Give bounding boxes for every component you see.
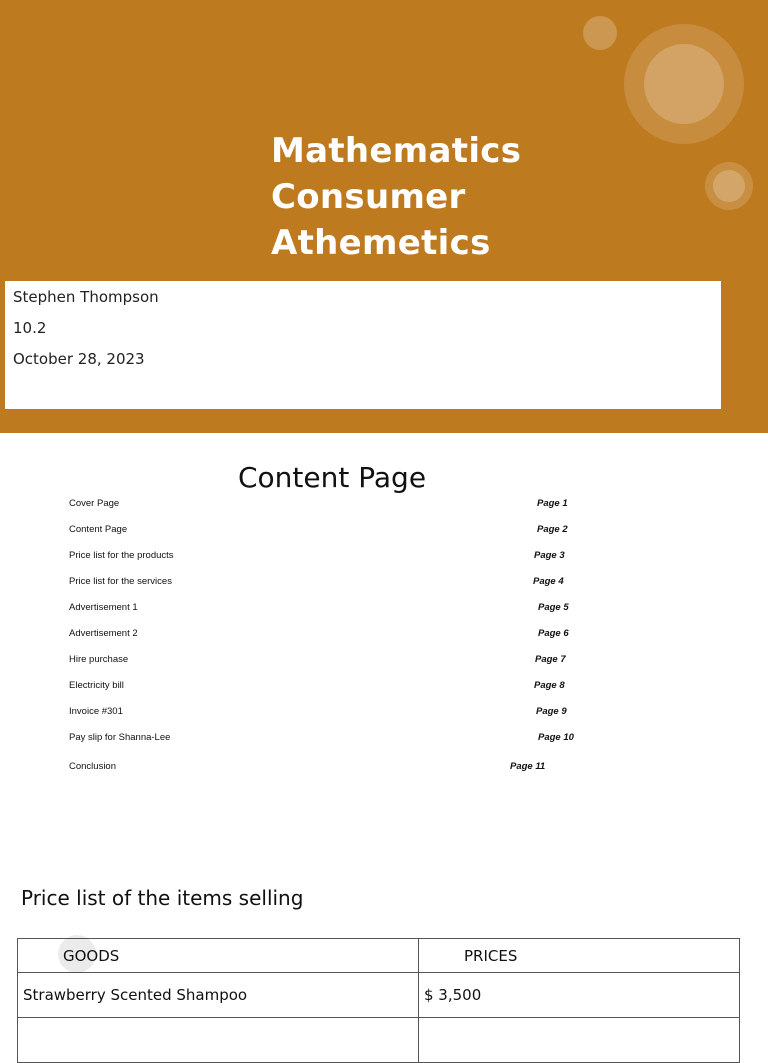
toc-item-page: Page 9 [536, 706, 567, 717]
grade: 10.2 [13, 319, 47, 337]
cover-title-line: Consumer [271, 177, 466, 217]
good-cell [18, 1018, 419, 1063]
toc-item-page: Page 10 [538, 732, 574, 743]
cover-slide [0, 0, 768, 433]
toc-item-page: Page 11 [510, 761, 546, 772]
table-row [18, 1018, 740, 1063]
cover-info-box [5, 281, 721, 409]
toc-item-page: Page 7 [535, 654, 566, 665]
prices-column-header: PRICES [419, 939, 740, 973]
cover-title-line: Mathematics [271, 131, 522, 171]
table-row [18, 973, 740, 1018]
goods-column-header [18, 939, 419, 973]
toc-item-label: Advertisement 1 [69, 602, 138, 613]
toc-item-label: Content Page [69, 524, 128, 535]
toc-item-page: Page 4 [533, 576, 564, 587]
decorative-circle [583, 16, 617, 50]
good-cell: Strawberry Scented Shampoo [18, 973, 419, 1018]
author-name: Stephen Thompson [13, 288, 159, 306]
price-list-title: Price list of the items selling [21, 886, 304, 910]
toc-item-label: Invoice #301 [69, 706, 123, 717]
content-page-title: Content Page [238, 461, 427, 494]
toc-item-page: Page 3 [534, 550, 565, 561]
toc-item-label: Conclusion [69, 761, 116, 772]
toc-item-page: Page 2 [537, 524, 568, 535]
cover-title-line: Athemetics [271, 223, 491, 263]
toc-item-page: Page 1 [537, 498, 568, 509]
toc-item-label: Electricity bill [69, 680, 124, 691]
toc-item-label: Hire purchase [69, 654, 129, 665]
toc-item-label: Cover Page [69, 498, 120, 509]
price-cell [419, 1018, 740, 1063]
toc-item-label: Advertisement 2 [69, 628, 138, 639]
price-cell: $ 3,500 [419, 973, 740, 1018]
price-table [17, 938, 740, 1063]
decorative-circle [713, 170, 745, 202]
date: October 28, 2023 [13, 350, 145, 368]
toc-item-page: Page 5 [538, 602, 569, 613]
toc-item-label: Price list for the services [69, 576, 172, 587]
toc-item-label: Pay slip for Shanna-Lee [69, 732, 171, 743]
toc-item-page: Page 6 [538, 628, 569, 639]
toc-item-label: Price list for the products [69, 550, 174, 561]
decorative-circle [644, 44, 724, 124]
table-header-row [18, 939, 740, 973]
toc-item-page: Page 8 [534, 680, 565, 691]
goods-header-label: GOODS [63, 946, 120, 965]
cover-title [271, 128, 601, 266]
